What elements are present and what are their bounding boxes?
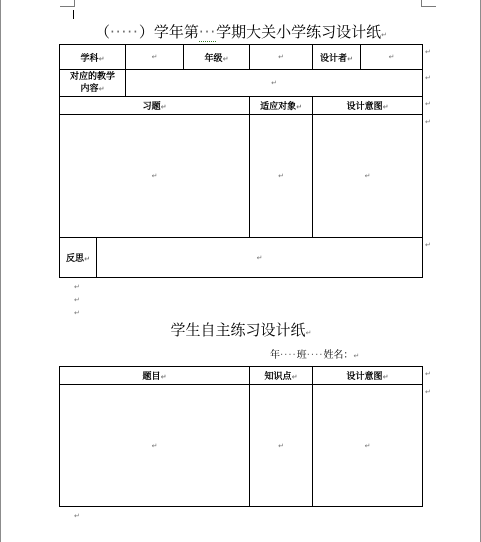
empty-paragraph-mark: ↵ bbox=[74, 296, 80, 304]
exercise-cell[interactable]: ↵ bbox=[60, 115, 250, 238]
row-end-mark: ↵ bbox=[425, 241, 431, 249]
content-label: 对应的教学 内容↵ bbox=[60, 70, 126, 97]
crop-mark-tr-v bbox=[421, 0, 422, 7]
knowledge-header: 知识点↵ bbox=[250, 367, 313, 385]
row-end-mark: ↵ bbox=[425, 100, 431, 108]
empty-paragraph-mark: ↵ bbox=[74, 309, 80, 317]
title-blank-term: ··· bbox=[198, 23, 217, 41]
name-label: 姓名： bbox=[323, 350, 354, 361]
title-open-paren: （ bbox=[94, 23, 110, 41]
title-rest: 学期大关小学练习设计纸 bbox=[216, 23, 382, 41]
target-cell[interactable]: ↵ bbox=[250, 115, 313, 238]
paragraph-mark: ↵ bbox=[381, 31, 388, 39]
row-end-mark: ↵ bbox=[425, 370, 431, 378]
class-label: 班 bbox=[296, 350, 307, 361]
text-cursor bbox=[73, 10, 74, 19]
crop-mark-tl-v bbox=[74, 0, 75, 7]
section2-title: 学生自主练习设计纸↵ bbox=[170, 321, 312, 339]
title-blank-year: ····· bbox=[109, 23, 139, 41]
crop-mark-tl-h bbox=[60, 6, 74, 7]
document-title bbox=[60, 22, 422, 45]
topic-cell[interactable]: ↵ bbox=[60, 385, 250, 507]
name-blank-pre[interactable]: ···· bbox=[306, 350, 324, 361]
knowledge-cell[interactable]: ↵ bbox=[250, 385, 313, 507]
row-end-mark: ↵ bbox=[425, 118, 431, 126]
title-mid: ）学年第 bbox=[138, 23, 199, 41]
designer-label: 设计者↵ bbox=[313, 45, 361, 70]
exercise-detail-table bbox=[59, 96, 423, 278]
row-end-mark: ↵ bbox=[425, 74, 431, 82]
student-info-line: 年····班····姓名：↵ bbox=[270, 350, 360, 361]
intent-cell[interactable]: ↵ bbox=[313, 115, 423, 238]
designer-value[interactable]: ↵ bbox=[361, 45, 423, 70]
year-label: 年 bbox=[270, 350, 280, 361]
intent-header: 设计意图↵ bbox=[313, 367, 423, 385]
class-blank[interactable]: ···· bbox=[280, 350, 297, 361]
content-value[interactable]: ↵ bbox=[126, 70, 423, 97]
empty-paragraph-mark: ↵ bbox=[74, 283, 80, 291]
topic-header: 题目↵ bbox=[60, 367, 250, 385]
crop-mark-tr-h bbox=[422, 6, 436, 7]
intent-header: 设计意图↵ bbox=[313, 97, 423, 115]
exercise-header: 习题↵ bbox=[60, 97, 250, 115]
row-end-mark: ↵ bbox=[425, 388, 431, 396]
intent-cell[interactable]: ↵ bbox=[313, 385, 423, 507]
reflection-cell[interactable]: ↵ bbox=[97, 238, 423, 278]
grade-value[interactable]: ↵ bbox=[250, 45, 313, 70]
row-end-mark: ↵ bbox=[425, 48, 431, 56]
empty-paragraph-mark: ↵ bbox=[74, 512, 80, 520]
subject-label: 学科↵ bbox=[60, 45, 126, 70]
reflection-label: 反思↵ bbox=[60, 238, 97, 278]
exercise-design-table bbox=[59, 44, 423, 97]
target-header: 适应对象↵ bbox=[250, 97, 313, 115]
subject-value[interactable]: ↵ bbox=[126, 45, 184, 70]
grade-label: 年级↵ bbox=[184, 45, 250, 70]
page-left-edge bbox=[0, 0, 1, 542]
student-practice-table bbox=[59, 366, 423, 507]
